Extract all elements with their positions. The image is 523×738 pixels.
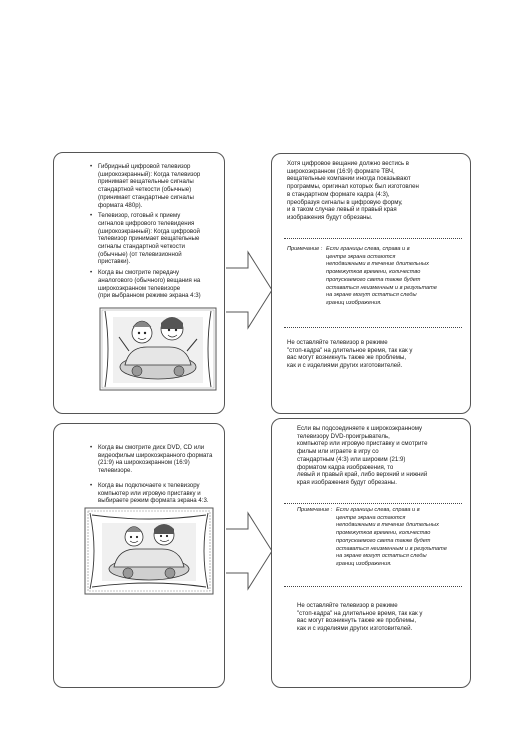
section1-bullet-digital-ready-tv: • Телевизор, готовый к приему сигналов цифрового телевидения (широкоэкранный): Когда цифровой телевизор принимает вещательные сигналы стандартной четкости (обычные) (от телевизионной приставки). bbox=[90, 212, 222, 266]
section2-bullet-dvd-widescreen: • Когда вы смотрите диск DVD, CD или видеофильм широкоэкранного формата (21:9) на широкоэкранном (16:9) телевизоре. bbox=[90, 444, 222, 475]
section2-right-panel bbox=[271, 418, 471, 688]
section1-warning-text: Не оставляйте телевизор в режиме "стоп-кадра" на длительное время, так как у вас могут возникнуть также же проблемы, как и с изделиями других изготовителей. bbox=[287, 339, 413, 370]
section2-warning-text: Не оставляйте телевизор в режиме "стоп-кадра" на длительное время, так как у вас могут возникнуть также же проблемы, как и с изделиями других изготовителей. bbox=[297, 602, 423, 633]
note-text: Если границы слева, справа и в центре экрана остаются неподвижными в течение длительных промежутков времени, количество пропускаемого света также будет оставаться неизменным и в результате на экране могут остаться следы границ изображения. bbox=[336, 507, 447, 567]
right-arrow-icon bbox=[226, 511, 274, 591]
section2-bullet-list bbox=[90, 444, 222, 508]
right-arrow-icon bbox=[226, 250, 274, 330]
section1-explanation-text: Хотя цифровое вещание должно вестись в широкоэкранном (16:9) формате ТВЧ, вещательные компании иногда показывают программы, оригинал которых был изготовлен в стандартном формате кадра (4:3), преобразуя сигналы в цифровую форму, и в таком случае левый и правый края изображения будут обрезаны. bbox=[287, 160, 419, 221]
cartoon-couple-illustration bbox=[84, 507, 214, 595]
section2-bullet-computer-console: • Когда вы подключаете к телевизору компьютер или игровую приставку и выбираете режим формата экрана 4:3. bbox=[90, 482, 222, 505]
section2-explanation-text: Если вы подсоединяете к широкоэкранному телевизору DVD-проигрыватель, компьютер или игровую приставку и смотрите фильм или играете в игру со стандартным (4:3) или широким (21:9) форматом кадра изображения, то левый и правый край, либо верхний и нижний края изображения будут обрезаны. bbox=[297, 425, 428, 486]
section1-left-panel bbox=[53, 152, 225, 414]
note-text: Если границы слева, справа и в центре экрана остаются неподвижными в течение длительных промежутков времени, количество пропускаемого света также будет оставаться неизменным и в результате на экране могут остаться следы границ изображения. bbox=[326, 246, 437, 306]
section1-bullet-list bbox=[90, 163, 222, 303]
divider bbox=[284, 238, 462, 239]
divider bbox=[284, 586, 462, 587]
section1-bullet-hybrid-tv: • Гибридный цифровой телевизор (широкоэкранный): Когда телевизор принимает вещательные сигналы стандартной четкости (обычные) (принимает стандартные сигналы формата 480p). bbox=[90, 163, 222, 209]
cartoon-couple-illustration bbox=[99, 307, 217, 391]
section2-left-panel bbox=[53, 423, 225, 688]
section1-right-panel bbox=[271, 153, 471, 414]
note-label: Примечание : bbox=[287, 246, 323, 252]
divider bbox=[284, 327, 462, 328]
note-label: Примечание : bbox=[297, 507, 333, 513]
section1-bullet-analog-broadcast: • Когда вы смотрите передачу аналогового (обычного) вещания на широкоэкранном телевизоре (при выбранном режиме экрана 4:3) bbox=[90, 269, 222, 300]
divider bbox=[284, 503, 462, 504]
